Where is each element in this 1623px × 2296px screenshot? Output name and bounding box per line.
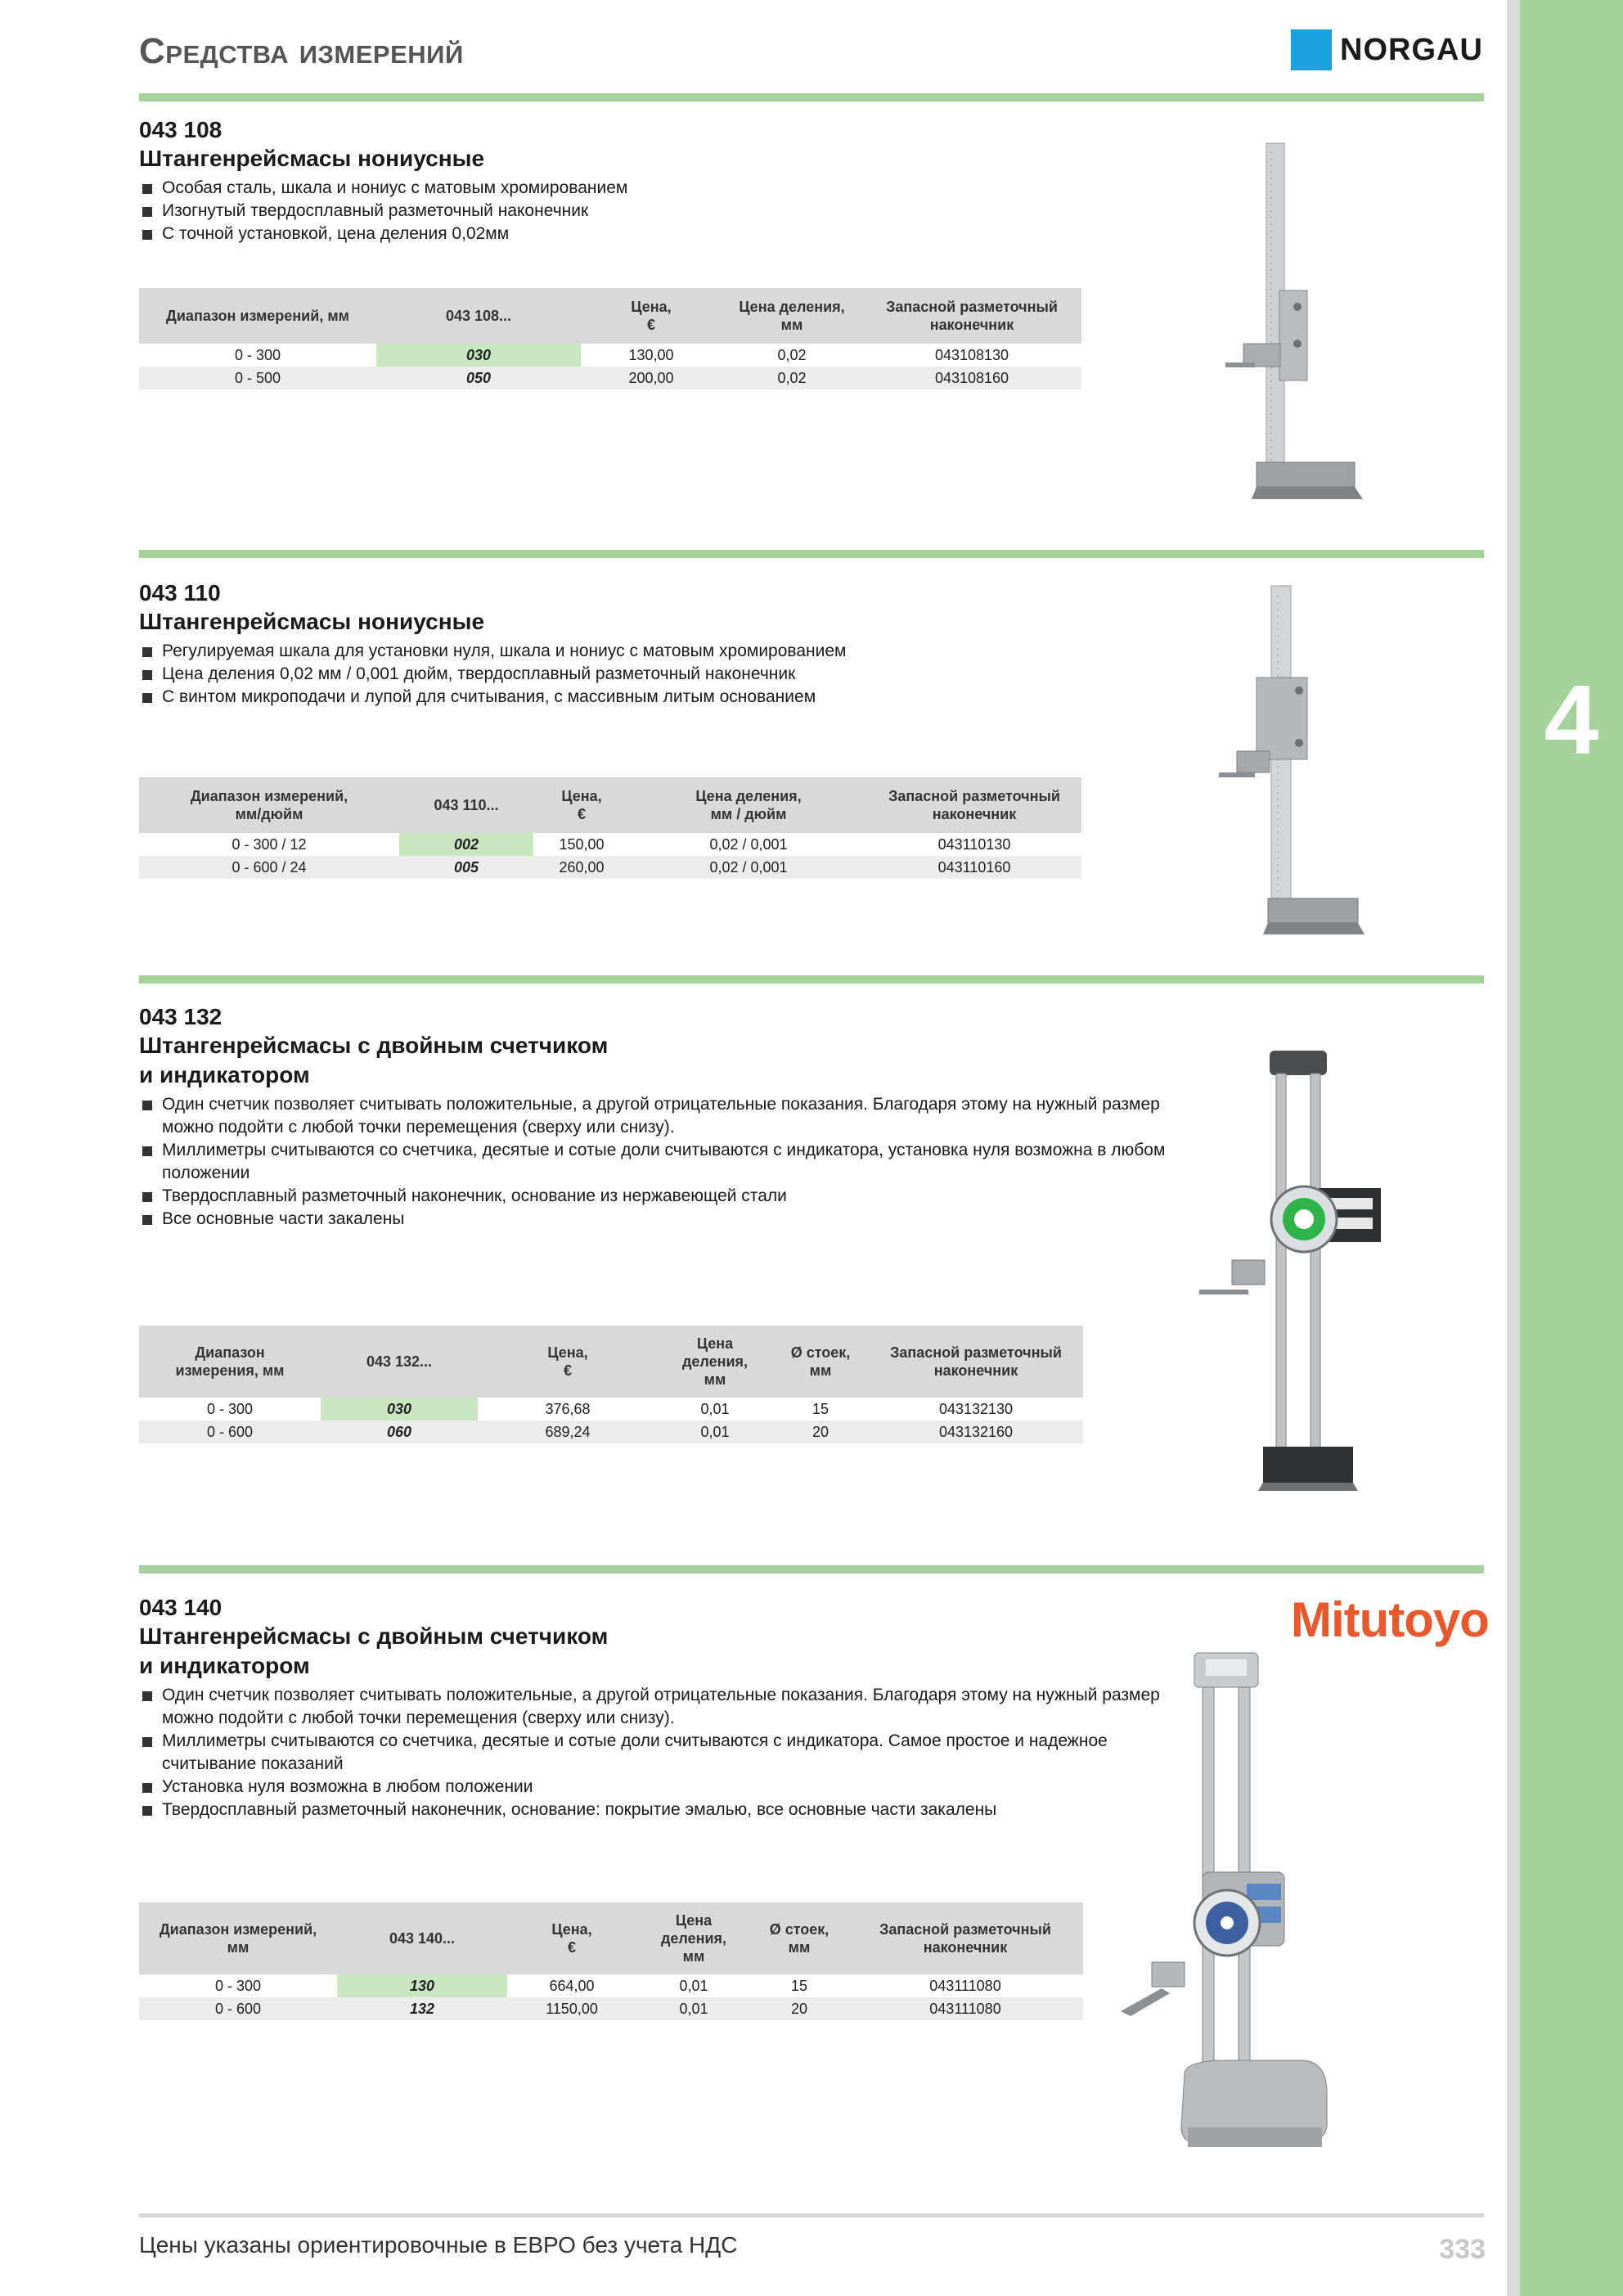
feature-item: Твердосплавный разметочный наконечник, основание: покрытие эмалью, все основные части закалены: [139, 1799, 1170, 1821]
table-header: Цена, €: [478, 1326, 658, 1398]
section-divider: [139, 1565, 1484, 1573]
table-cell: 0 - 500: [139, 367, 376, 389]
feature-list: [139, 177, 1170, 245]
footer-divider: [139, 2213, 1484, 2217]
order-code-cell: 030: [376, 344, 581, 367]
table-cell: 0,02 / 0,001: [630, 856, 867, 879]
order-code-cell: 005: [399, 856, 533, 879]
product-title: Штангенрейсмасы нониусные: [139, 146, 485, 171]
product-code: 043 108: [139, 117, 223, 142]
table-header: Цена, €: [507, 1902, 636, 1974]
table-header: Диапазон измерения, мм: [139, 1326, 321, 1398]
product-title: Штангенрейсмасы нониусные: [139, 609, 485, 634]
table-row: [139, 856, 1081, 879]
table-cell: 0,01: [636, 1997, 751, 2020]
feature-item: Особая сталь, шкала и нониус с матовым хромированием: [139, 177, 1170, 200]
product-section: [139, 1594, 1170, 1821]
mitutoyo-logo: Mitutoyo: [1291, 1592, 1489, 1647]
product-title: и индикатором: [139, 1062, 310, 1087]
table-cell: 0 - 600: [139, 1420, 321, 1443]
table-header: Цена, €: [533, 777, 630, 833]
table-cell: 0 - 300: [206, 1400, 254, 1417]
vernier-height-gauge-image: [1219, 135, 1366, 503]
chapter-number: 4: [1544, 665, 1599, 775]
table-cell: 376,68: [545, 1400, 591, 1417]
table-row: [139, 344, 1081, 367]
feature-item: С точной установкой, цена деления 0,02мм: [139, 223, 1170, 245]
sidebar-shade: [1507, 0, 1520, 2296]
table-cell: 043110130: [937, 835, 1011, 853]
table-cell: 150,00: [559, 835, 605, 853]
table-cell: 20: [751, 1997, 847, 2020]
table-header: Диапазон измерений, мм: [139, 1902, 337, 1974]
product-title: Штангенрейсмасы с двойным счетчиком: [139, 1033, 609, 1058]
feature-item: Твердосплавный разметочный наконечник, основание из нержавеющей стали: [139, 1185, 1170, 1208]
table-header: Цена, €: [581, 288, 722, 344]
spec-table: [139, 1902, 1083, 2020]
page-number: 333: [1439, 2234, 1486, 2265]
feature-list: [139, 640, 1170, 709]
table-cell: 0 - 300 / 12: [232, 835, 307, 853]
mitutoyo-height-gauge-image: [1113, 1651, 1342, 2159]
spec-table: [139, 777, 1081, 879]
product-code: 043 140: [139, 1595, 223, 1620]
table-header: Диапазон измерений, мм: [139, 288, 376, 344]
table-cell: 0 - 300: [234, 346, 281, 363]
table-cell: 043108160: [862, 367, 1081, 389]
table-cell: 0,02 / 0,001: [709, 835, 788, 853]
product-code: 043 132: [139, 1004, 223, 1029]
feature-item: С винтом микроподачи и лупой для считывания, с массивным литым основанием: [139, 686, 1170, 709]
table-cell: 043132160: [869, 1420, 1083, 1443]
table-row: [139, 1398, 1083, 1420]
table-header: 043 140...: [337, 1902, 507, 1974]
table-header: Диапазон измерений, мм/дюйм: [139, 777, 399, 833]
table-header: Ø стоек, мм: [751, 1902, 847, 1974]
table-cell: 0 - 600: [139, 1997, 337, 2020]
table-cell: 200,00: [581, 367, 722, 389]
order-code-cell: 060: [321, 1420, 478, 1443]
table-row: [139, 1420, 1083, 1443]
product-title: и индикатором: [139, 1653, 310, 1678]
product-section: [139, 116, 1170, 245]
dial-height-gauge-image: [1194, 1049, 1391, 1491]
norgau-logo: [1291, 29, 1483, 70]
feature-item: Изогнутый твердосплавный разметочный наконечник: [139, 200, 1170, 223]
product-code: 043 110: [139, 580, 221, 606]
table-cell: 043132130: [938, 1400, 1014, 1417]
spec-table: [139, 288, 1081, 389]
table-header: Ø стоек, мм: [772, 1326, 869, 1398]
table-cell: 043108130: [934, 346, 1009, 363]
table-header: Цена деления, мм: [722, 288, 862, 344]
table-header: Цена деления, мм: [658, 1326, 772, 1398]
table-header: Цена деления, мм: [636, 1902, 751, 1974]
chapter-sidebar: [1520, 0, 1623, 2296]
table-cell: 20: [772, 1420, 869, 1443]
product-title: Штангенрейсмасы с двойным счетчиком: [139, 1623, 609, 1649]
logo-square-icon: [1291, 29, 1332, 70]
feature-item: Установка нуля возможна в любом положении: [139, 1776, 1170, 1799]
table-row: [139, 1974, 1083, 1997]
order-code-cell: 050: [376, 367, 581, 389]
vernier-height-gauge-image: [1207, 579, 1371, 939]
product-section: [139, 579, 1170, 709]
table-cell: 043111080: [929, 1977, 1001, 1994]
feature-item: Один счетчик позволяет считывать положительные, а другой отрицательные показания. Благодаря этому на нужный размер можно подойти с любой точки перемещения (сверху или снизу).: [139, 1684, 1170, 1730]
order-code-cell: 002: [399, 833, 533, 856]
table-header: Запасной разметочный наконечник: [867, 777, 1081, 833]
section-divider: [139, 93, 1484, 101]
spec-table: [139, 1326, 1083, 1443]
feature-item: Один счетчик позволяет считывать положительные, а другой отрицательные показания. Благодаря этому на нужный размер можно подойти с любой точки перемещения (сверху или снизу).: [139, 1093, 1170, 1139]
logo-text: NORGAU: [1340, 32, 1483, 67]
table-cell: 1150,00: [507, 1997, 636, 2020]
order-code-cell: 132: [337, 1997, 507, 2020]
table-cell: 689,24: [478, 1420, 658, 1443]
feature-item: Цена деления 0,02 мм / 0,001 дюйм, твердосплавный разметочный наконечник: [139, 663, 1170, 686]
table-cell: 0,01: [658, 1420, 772, 1443]
table-header: Запасной разметочный наконечник: [862, 288, 1081, 344]
feature-item: Миллиметры считываются со счетчика, десятые и сотые доли считываются с индикатора. Самое простое и надежное считывание показаний: [139, 1730, 1170, 1776]
table-row: [139, 367, 1081, 389]
table-cell: 0,02: [777, 346, 807, 363]
section-divider: [139, 550, 1484, 558]
table-header: Запасной разметочный наконечник: [847, 1902, 1083, 1974]
feature-list: [139, 1684, 1170, 1821]
table-cell: 15: [790, 1977, 808, 1994]
table-cell: 0 - 300: [214, 1977, 262, 1994]
table-cell: 130,00: [628, 346, 674, 363]
table-header: 043 132...: [321, 1326, 478, 1398]
table-header: 043 110...: [399, 777, 533, 833]
table-row: [139, 1997, 1083, 2020]
table-header: Запасной разметочный наконечник: [869, 1326, 1083, 1398]
table-cell: 043110160: [867, 856, 1081, 879]
table-row: [139, 833, 1081, 856]
table-cell: 0 - 600 / 24: [139, 856, 399, 879]
table-cell: 15: [812, 1400, 829, 1417]
table-cell: 0,01: [700, 1400, 730, 1417]
table-cell: 0,02: [722, 367, 862, 389]
order-code-cell: 030: [321, 1398, 478, 1420]
table-cell: 0,01: [679, 1977, 708, 1994]
product-section: [139, 1003, 1170, 1231]
feature-item: Регулируемая шкала для установки нуля, шкала и нониус с матовым хромированием: [139, 640, 1170, 663]
feature-item: Миллиметры считываются со счетчика, десятые и сотые доли считываются с индикатора, установка нуля возможна в любом положении: [139, 1139, 1170, 1185]
table-header: Цена деления, мм / дюйм: [630, 777, 867, 833]
price-note: Цены указаны ориентировочные в ЕВРО без учета НДС: [139, 2232, 738, 2258]
order-code-cell: 130: [337, 1974, 507, 1997]
table-cell: 260,00: [533, 856, 630, 879]
feature-item: Все основные части закалены: [139, 1208, 1170, 1231]
table-header: 043 108...: [376, 288, 581, 344]
section-divider: [139, 975, 1484, 984]
feature-list: [139, 1093, 1170, 1231]
table-cell: 664,00: [549, 1977, 595, 1994]
page-title: Средства измерений: [139, 31, 464, 71]
table-cell: 043111080: [847, 1997, 1083, 2020]
